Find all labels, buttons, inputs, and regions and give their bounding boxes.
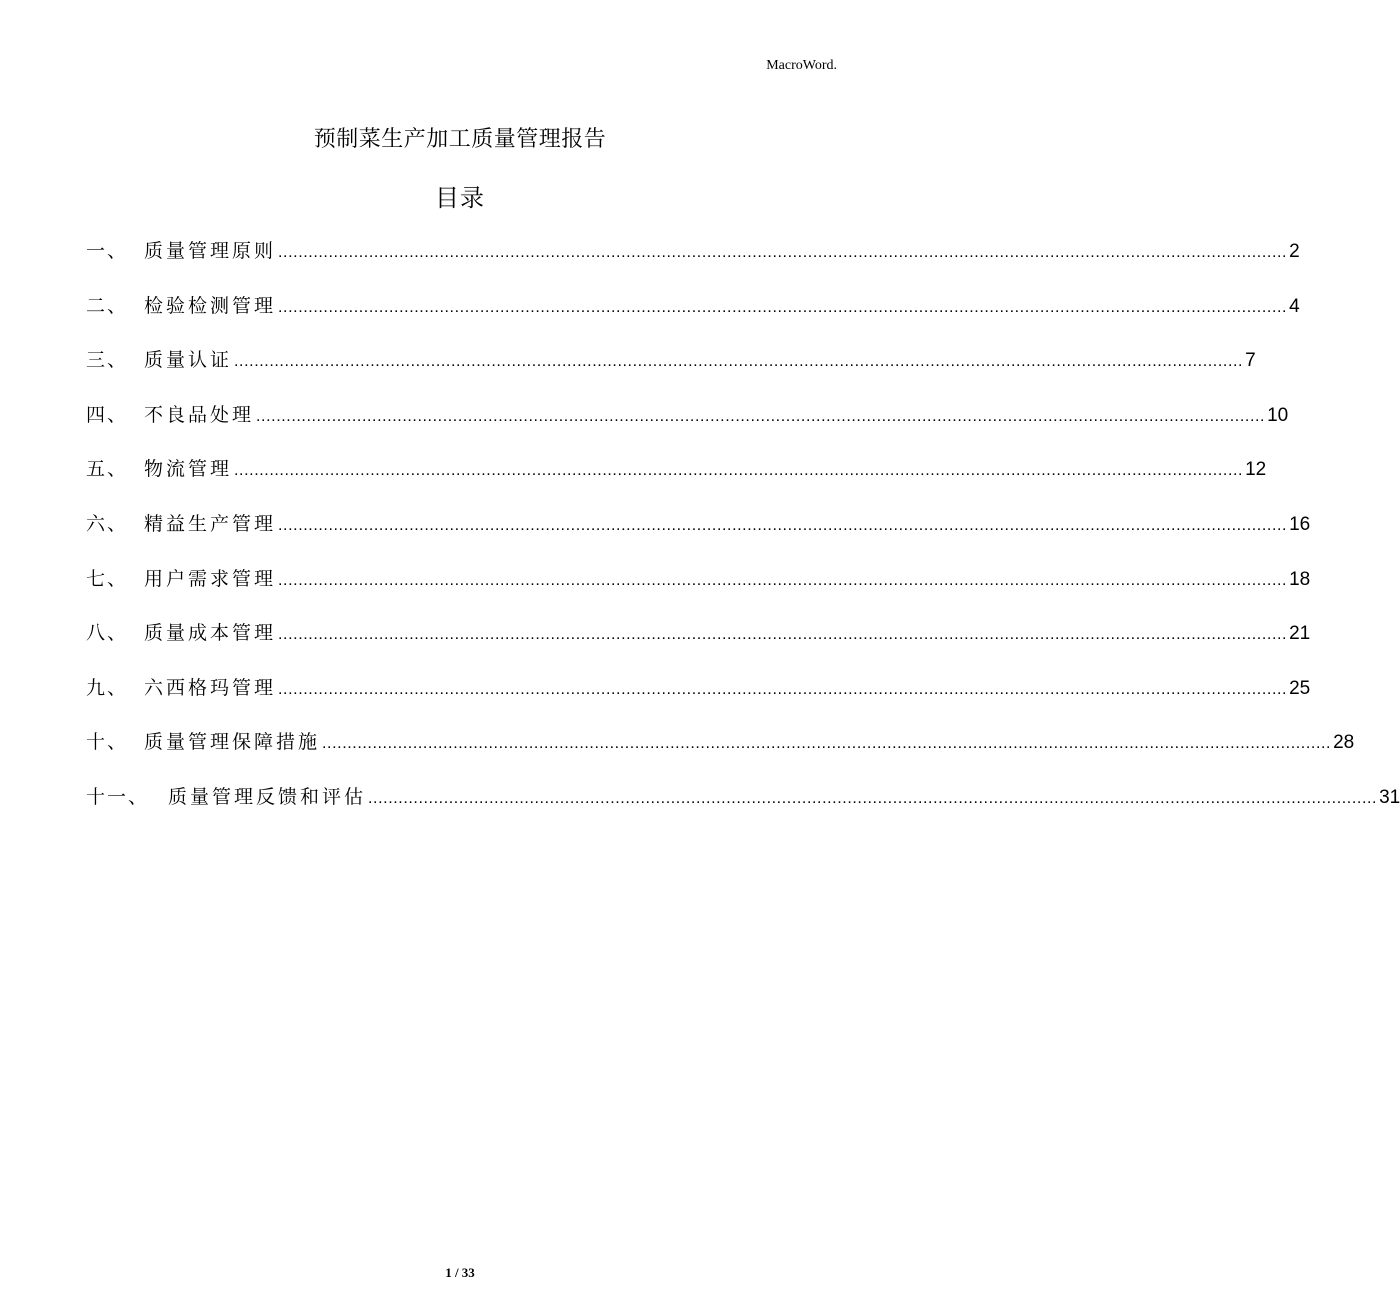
toc-entry-title: 物流管理 (144, 458, 233, 481)
document-title: 预制菜生产加工质量管理报告 (313, 127, 607, 152)
toc-leader-dots: ........................................................................................................................................................................................................ (278, 571, 1288, 589)
toc-leader-dots: ........................................................................................................................................................................................................ (234, 353, 1244, 371)
toc-entry[interactable] (86, 343, 1256, 398)
toc-entry-title: 精益生产管理 (144, 512, 277, 535)
toc-entry-title: 质量管理反馈和评估 (168, 785, 367, 808)
toc-entry-page: 4 (1289, 295, 1300, 317)
toc-entry-page: 2 (1289, 241, 1300, 262)
toc-entry-number: 七、 (86, 567, 129, 590)
toc-entry[interactable] (86, 671, 1311, 726)
header-brand: MacroWord. (766, 58, 837, 73)
toc-entry-number: 四、 (86, 403, 129, 426)
toc-entry-number: 三、 (86, 349, 129, 372)
toc-entry-number: 九、 (86, 676, 129, 699)
page-indicator: 1 / 33 (445, 1265, 475, 1280)
toc-entry[interactable] (86, 616, 1311, 671)
toc-entry[interactable] (86, 234, 1300, 289)
table-of-contents (86, 234, 1400, 835)
toc-leader-dots: ........................................................................................................................................................................................................ (278, 244, 1288, 261)
toc-entry[interactable] (86, 452, 1267, 507)
toc-heading: 目录 (435, 184, 485, 212)
toc-entry-page: 25 (1289, 677, 1311, 699)
toc-entry[interactable] (86, 507, 1311, 562)
toc-leader-dots: ........................................................................................................................................................................................................ (278, 680, 1288, 698)
toc-entry[interactable] (86, 725, 1355, 780)
toc-leader-dots: ........................................................................................................................................................................................................ (278, 626, 1288, 644)
toc-leader-dots: ........................................................................................................................................................................................................ (368, 789, 1378, 807)
toc-leader-dots: ........................................................................................................................................................................................................ (256, 407, 1266, 425)
toc-entry[interactable] (86, 398, 1289, 453)
toc-entry-page: 12 (1245, 459, 1267, 481)
toc-entry-number: 十一、 (86, 785, 150, 808)
toc-entry-number: 十、 (86, 731, 129, 754)
toc-leader-dots: ........................................................................................................................................................................................................ (234, 462, 1244, 480)
toc-entry-page: 16 (1289, 513, 1311, 535)
toc-entry-title: 六西格玛管理 (144, 676, 277, 699)
toc-entry-title: 检验检测管理 (144, 294, 277, 317)
toc-entry[interactable] (86, 562, 1311, 617)
toc-entry-title: 不良品处理 (144, 403, 255, 426)
toc-entry[interactable] (86, 780, 1400, 835)
toc-entry-page: 28 (1333, 732, 1355, 754)
toc-entry-page: 10 (1267, 404, 1289, 426)
toc-entry-number: 六、 (86, 512, 129, 535)
toc-entry-number: 二、 (86, 294, 129, 317)
toc-leader-dots: ........................................................................................................................................................................................................ (278, 298, 1288, 316)
toc-entry-title: 质量成本管理 (144, 622, 277, 645)
toc-leader-dots: ........................................................................................................................................................................................................ (322, 735, 1332, 753)
toc-entry-page: 18 (1289, 568, 1311, 590)
toc-entry-page: 7 (1245, 350, 1256, 372)
toc-entry-page: 31 (1379, 786, 1400, 808)
toc-entry-number: 八、 (86, 622, 129, 645)
toc-entry-number: 五、 (86, 458, 129, 481)
toc-leader-dots: ........................................................................................................................................................................................................ (278, 516, 1288, 534)
toc-entry-title: 质量管理原则 (144, 240, 277, 262)
toc-entry-title: 质量管理保障措施 (144, 731, 321, 754)
toc-entry-title: 质量认证 (144, 349, 233, 372)
toc-entry-page: 21 (1289, 623, 1311, 645)
toc-entry-title: 用户需求管理 (144, 567, 277, 590)
toc-entry-number: 一、 (86, 240, 129, 262)
toc-entry[interactable] (86, 289, 1300, 344)
